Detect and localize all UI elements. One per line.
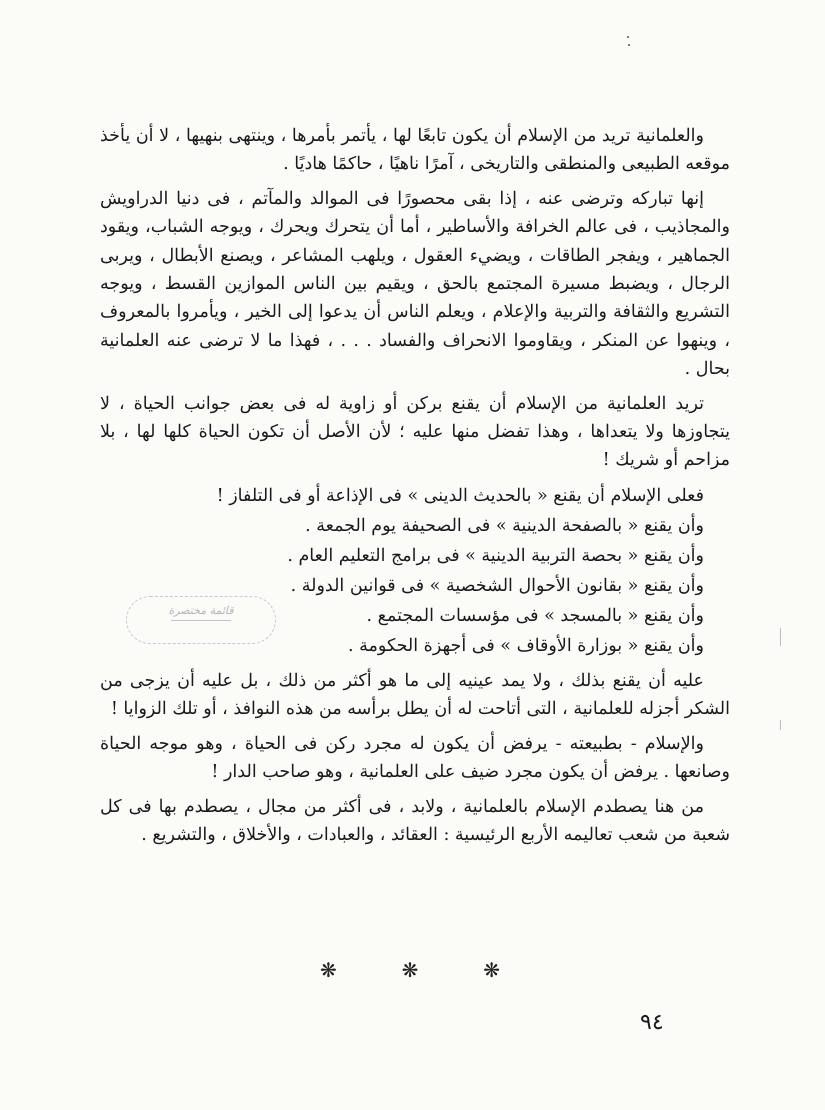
handwritten-note-text: قائمة مختصرة (168, 604, 234, 617)
scribble-line (171, 620, 231, 623)
asterism-icon: ❋ (401, 958, 419, 982)
list-item: وأن يقنع « بالصفحة الدينية » فى الصحيفة يوم الجمعة . (305, 515, 704, 536)
paragraph: تريد العلمانية من الإسلام أن يقنع بركن أو زاوية له فى بعض جوانب الحياة ، لا يتجاوزها ولا يتعداها ، وهذا تفضل منها عليه ؛ لأن الأصل أن تكون الحياة كلها لها ، بلا مزاحم أو شريك ! (100, 393, 730, 471)
margin-mark (780, 720, 781, 730)
body-text (100, 122, 730, 855)
margin-mark (780, 628, 781, 646)
page-number: ٩٤ (640, 1010, 664, 1035)
paragraph: والإسلام - بطبيعته - يرفض أن يكون له مجرد ركن فى الحياة ، وهو موجه الحياة وصانعها . يرفض أن يكون مجرد ضيف على العلمانية ، وهو صاحب الدار ! (100, 733, 730, 783)
list-item: وأن يقنع « بالمسجد » فى مؤسسات المجتمع . (366, 605, 704, 626)
asterism-icon: ❋ (320, 958, 337, 982)
asterism-icon: ❋ (483, 958, 500, 982)
list-item: وأن يقنع « بوزارة الأوقاف » فى أجهزة الحكومة . (348, 635, 704, 656)
paragraph: عليه أن يقنع بذلك ، ولا يمد عينيه إلى ما هو أكثر من ذلك ، بل عليه أن يزجى من الشكر أجزله للعلمانية ، التى أتاحت له أن يطل برأسه من هذه النوافذ ، أو تلك الزوايا ! (100, 670, 730, 720)
paragraph: إنها تباركه وترضى عنه ، إذا بقى محصورًا فى الموالد والمآتم ، فى دنيا الدراويش والمجاذيب ، فى عالم الخرافة والأساطير ، أما أن يتحرك ويحرك ، ويوجه الشباب، ويقود الجماهير ، ويفجر الطاقات ، ويضيء العقول ، ويلهب المشاعر ، ويصنع الأبطال ، ويربى الرجال ، ويضبط مسيرة المجتمع بالحق ، ويقيم بين الناس الموازين القسط ، ويوجه التشريع والثقافة والتربية والإعلام ، ويعلم الناس أن يدعوا إلى الخير ، ويأمروا بالمعروف ، وينهوا عن المنكر ، ويقاوموا الانحراف والفساد . . . ، فهذا ما لا ترضى عنه العلمانية بحال . (100, 188, 730, 380)
list-item: وأن يقنع « بحصة التربية الدينية » فى برامج التعليم العام . (287, 545, 704, 566)
list-item: فعلى الإسلام أن يقنع « بالحديث الدينى » فى الإذاعة أو فى التلفاز ! (216, 485, 704, 506)
paragraph: والعلمانية تريد من الإسلام أن يكون تابعًا لها ، يأتمر بأمرها ، وينتهى بنهيها ، لا أن يأخذ موقعه الطبيعى والمنطقى والتاريخى ، آمرًا ناهيًا ، حاكمًا هاديًا . (100, 126, 730, 175)
scan-speck (628, 44, 630, 46)
paragraph: من هنا يصطدم الإسلام بالعلمانية ، ولابد ، فى أكثر من مجال ، يصطدم بها فى كل شعبة من شعب تعاليمه الأربع الرئيسية : العقائد ، والعبادات ، والأخلاق ، والتشريع . (100, 796, 730, 845)
handwritten-margin-note (126, 596, 276, 644)
list-item: وأن يقنع « بقانون الأحوال الشخصية » فى قوانين الدولة . (290, 575, 704, 596)
section-separator (320, 958, 500, 982)
scan-speck (627, 36, 629, 38)
